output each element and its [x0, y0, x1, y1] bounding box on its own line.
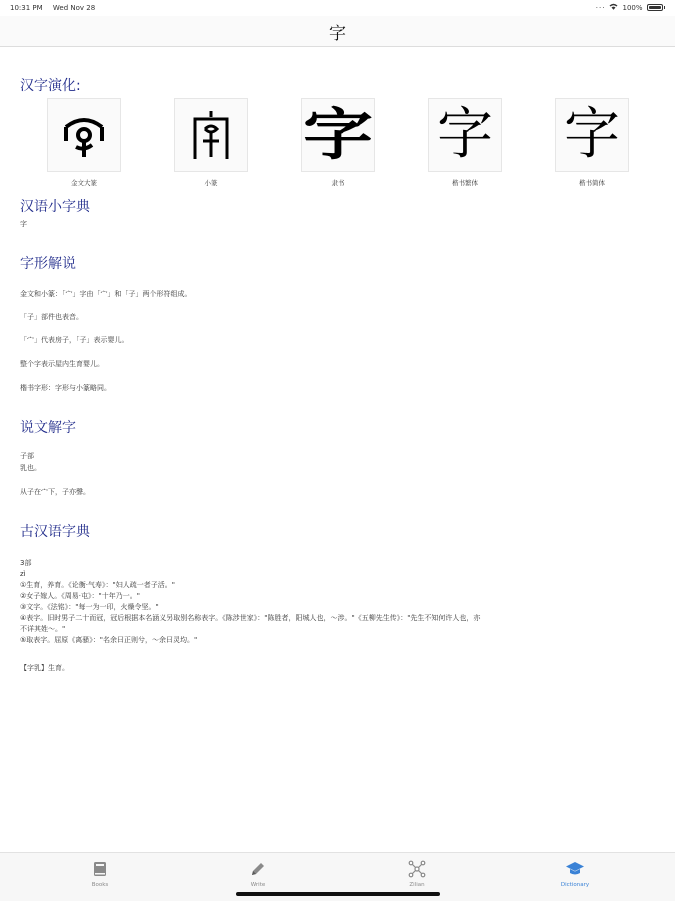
tab-zilian[interactable] — [387, 859, 447, 888]
glyph-card-clerical[interactable] — [301, 98, 375, 188]
glyph-image — [555, 98, 629, 172]
glyph-explain-line: 楷书字形：字形与小篆略同。 — [20, 384, 111, 392]
status-left — [10, 4, 103, 12]
ancient-line: 3部 — [20, 559, 32, 567]
page-title: 字 — [329, 23, 346, 44]
navigation-bar — [0, 16, 675, 47]
battery-nub — [664, 6, 666, 9]
glyph-image — [428, 98, 502, 172]
ancient-line: zì — [20, 570, 26, 578]
glyph-caption: 金文大篆 — [71, 179, 97, 187]
tab-write[interactable] — [228, 859, 288, 888]
tab-label: Dictionary — [560, 882, 590, 888]
content-area[interactable] — [0, 47, 675, 852]
glyph-card-seal[interactable] — [174, 98, 248, 188]
ancient-line: ②女子嫁人。《周易·屯》："十年乃一。" — [20, 592, 140, 600]
tab-dictionary[interactable] — [545, 859, 605, 888]
glyph-image — [174, 98, 248, 172]
shuowen-extra: 从子在宀下，子亦聲。 — [20, 488, 90, 496]
dictionary-title: 汉语小字典 — [20, 199, 90, 215]
shuowen-line: 乳也。 — [20, 464, 41, 472]
graduation-cap-icon — [565, 859, 585, 879]
glyph-card-bronze[interactable] — [47, 98, 121, 188]
tab-label: Write — [250, 882, 266, 888]
ancient-line: ①生育，养育。《论衡·气寿》："妇人疏一者子活。" — [20, 581, 175, 589]
status-bar — [0, 0, 675, 16]
glyph-explain-line: 金文和小篆：「宀」字由「宀」和「子」两个形符组成。 — [20, 290, 192, 298]
glyph-caption: 隶书 — [331, 179, 345, 187]
evolution-title: 汉字演化: — [20, 78, 81, 94]
glyph-image — [301, 98, 375, 172]
tab-label: Books — [91, 882, 109, 888]
glyph-explain-line: 整个字表示屋内生育婴儿。 — [20, 360, 104, 368]
glyph-card-traditional[interactable] — [428, 98, 502, 188]
glyph-caption: 楷书繁体 — [452, 179, 478, 187]
wifi-icon — [609, 3, 618, 12]
ancient-line: ⑤取表字。屈原《离骚》："名余曰正则兮，～余曰灵均。" — [20, 636, 198, 644]
simplified-glyph: 字 — [564, 102, 620, 167]
status-right — [596, 3, 665, 12]
glyph-evolution-row — [0, 98, 675, 188]
dictionary-body: 字 — [20, 220, 27, 228]
ancient-line: ④表字。旧时男子二十而冠，冠后根据本名涵义另取别名称表字。《陈涉世家》："陈胜者，阳城人也，～涉。"《五柳先生传》："先生不知何许人也，亦 — [20, 614, 481, 622]
traditional-glyph: 字 — [437, 102, 493, 167]
clerical-glyph: 字 — [303, 102, 373, 168]
status-time: 10:31 PM — [10, 4, 43, 12]
ancient-dictionary-title: 古汉语字典 — [20, 524, 90, 540]
home-indicator[interactable] — [236, 892, 440, 896]
glyph-explain-line: 「子」部件也表音。 — [20, 313, 83, 321]
network-icon — [407, 859, 427, 879]
glyph-explain-title: 字形解说 — [20, 256, 76, 272]
glyph-caption: 楷书简体 — [579, 179, 605, 187]
tab-books[interactable] — [70, 859, 130, 888]
pencil-icon — [248, 859, 268, 879]
shuowen-line: 子部 — [20, 452, 34, 460]
tab-label: Zilian — [409, 882, 425, 888]
battery-percent: 100% — [622, 3, 643, 12]
status-date: Wed Nov 28 — [52, 4, 96, 12]
glyph-image — [47, 98, 121, 172]
bronze-glyph-icon — [56, 107, 112, 163]
glyph-card-simplified[interactable] — [555, 98, 629, 188]
signal-dots-icon: ··· — [595, 3, 606, 12]
seal-glyph-icon — [183, 107, 239, 163]
book-icon — [90, 859, 110, 879]
ancient-line: 不详其姓～。" — [20, 625, 66, 633]
ancient-extra: 【字乳】生育。 — [20, 664, 69, 672]
battery-icon — [647, 4, 663, 11]
shuowen-title: 说文解字 — [20, 420, 76, 436]
glyph-caption: 小篆 — [204, 179, 218, 187]
ancient-line: ③文字。《法铭》："每一为一印，火燥令坚。" — [20, 603, 159, 611]
glyph-explain-line: 「宀」代表房子，「子」表示婴儿。 — [20, 336, 129, 344]
